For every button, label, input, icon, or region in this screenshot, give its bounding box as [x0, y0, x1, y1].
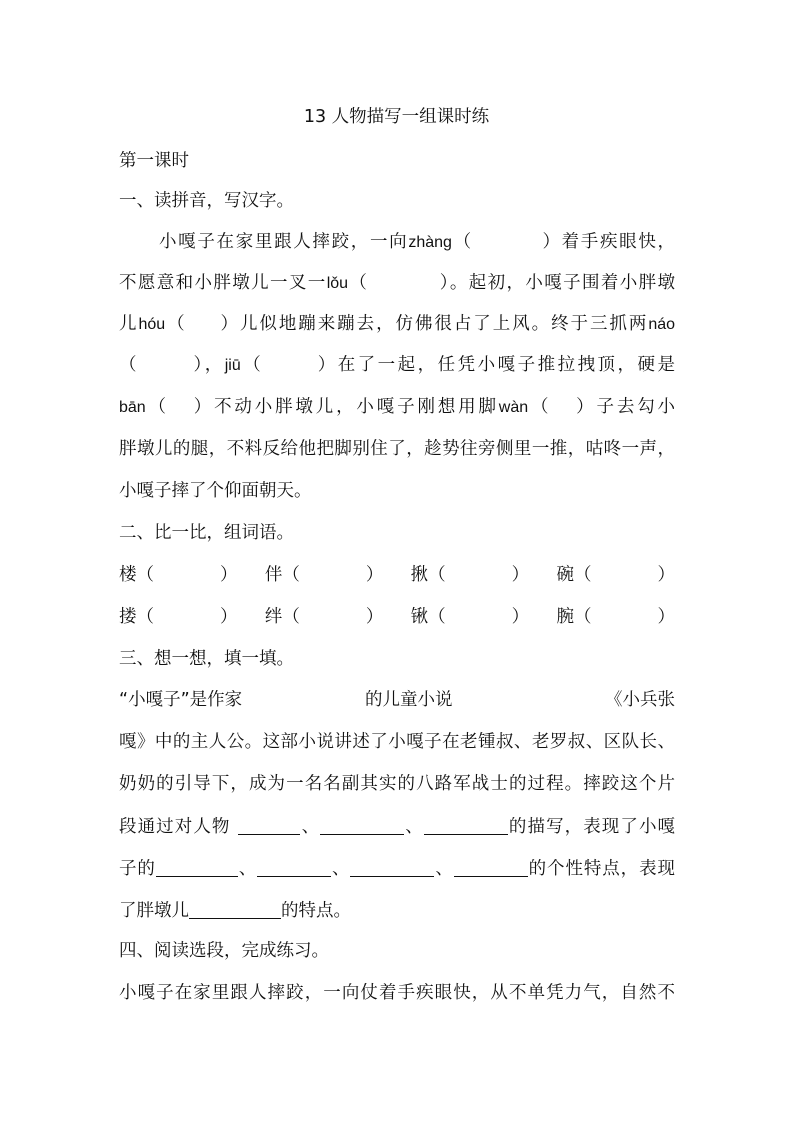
lesson-label: 第一课时: [119, 151, 189, 171]
fill-blank[interactable]: [189, 898, 281, 919]
bracket-close: ）: [365, 565, 384, 585]
text: 的儿童小说: [365, 690, 453, 710]
separator: 、: [300, 817, 321, 837]
char: 碗（: [556, 565, 592, 585]
bracket-close: ）: [657, 565, 675, 585]
separator: 、: [237, 859, 258, 879]
text: ）儿似地蹦来蹦去，仿佛很占了上风。终于三抓两: [218, 314, 649, 334]
bracket-open: （: [348, 273, 369, 293]
text: 小嘎子在家里跟人摔跤，一向: [159, 232, 409, 252]
text: 的个性特点，表现: [527, 859, 675, 879]
s3-line-5: [119, 856, 675, 881]
char: 揪（: [410, 565, 446, 585]
bracket-open: （: [451, 232, 473, 252]
compare-item: [556, 563, 675, 587]
pinyin-wan: wàn: [498, 399, 529, 416]
s4-line-1: 小嘎子在家里跟人摔跤，一向仗着手疾眼快，从不单凭力气，自然不: [119, 983, 675, 1003]
bracket-open: （: [119, 355, 139, 375]
text: ）在了一起，任凭小嘎子推拉拽顶，硬是: [315, 355, 676, 375]
text: 段通过对人物: [119, 817, 231, 837]
compare-item: [119, 563, 238, 587]
text: 的描写，表现了小嘎: [507, 817, 676, 837]
s3-line-3: 奶奶的引导下，成为一名名副其实的八路军战士的过程。摔跤这个片: [119, 774, 675, 794]
compare-item: [556, 605, 675, 629]
bracket-open: （: [165, 314, 187, 334]
s1-line-3: [119, 312, 675, 337]
fill-blank[interactable]: [156, 856, 238, 877]
char: 搂（: [119, 607, 154, 627]
compare-row-1: [119, 563, 675, 587]
compare-item: [119, 605, 238, 629]
text: 《小兵张: [605, 690, 675, 710]
compare-item: [265, 605, 384, 629]
bracket-close: ）: [657, 607, 675, 627]
page-title: 13 人物描写一组课时练: [303, 107, 490, 127]
compare-item: [411, 605, 530, 629]
fill-blank[interactable]: [257, 856, 331, 877]
pinyin-ban: bān: [119, 399, 146, 416]
text: ）子去勾小: [573, 397, 676, 417]
char: 锹（: [410, 607, 446, 627]
pinyin-zhang: zhàng: [408, 234, 452, 251]
fill-blank[interactable]: [238, 814, 300, 835]
fill-blank[interactable]: [350, 856, 434, 877]
text: ）着手疾眼快，: [540, 232, 676, 252]
text: ），: [191, 355, 225, 375]
char: 绊（: [264, 607, 300, 627]
section2-heading: 二、比一比，组词语。: [119, 523, 294, 543]
bracket-close: ）: [365, 607, 384, 627]
bracket-open: （: [528, 397, 552, 417]
bracket-close: ）: [511, 607, 530, 627]
bracket-open: （: [145, 397, 169, 417]
s3-line-2: 嘎》中的主人公。这部小说讲述了小嘎子在老锺叔、老罗叔、区队长、: [119, 732, 675, 752]
s1-line-1: [119, 230, 675, 255]
bracket-close: ）: [220, 607, 238, 627]
separator: 、: [331, 859, 351, 879]
text: 儿: [119, 314, 139, 334]
separator: 、: [404, 817, 424, 837]
section1-heading: 一、读拼音，写汉字。: [119, 191, 294, 211]
compare-row-2: [119, 605, 675, 629]
text: ）。起初，小嘎子围着小胖墩: [438, 273, 676, 293]
s1-line-4: [119, 353, 675, 378]
text: ）不动小胖墩儿，小嘎子刚想用脚: [190, 397, 499, 417]
bracket-close: ）: [511, 565, 530, 585]
s1-line-6: 胖墩儿的腿，不料反给他把脚别住了，趁势往旁侧里一推，咕咚一声，: [119, 439, 675, 459]
compare-item: [411, 563, 530, 587]
s3-line-6: [119, 898, 675, 923]
pinyin-lou: lǒu: [326, 275, 349, 292]
text: 子的: [119, 859, 156, 879]
char: 楼（: [119, 565, 154, 585]
s1-line-7: 小嘎子摔了个仰面朝天。: [119, 481, 312, 501]
fill-blank[interactable]: [424, 814, 508, 835]
separator: 、: [434, 859, 454, 879]
section3-heading: 三、想一想，填一填。: [119, 649, 294, 669]
text: 了胖墩儿: [119, 901, 189, 921]
compare-item: [265, 563, 384, 587]
s1-line-2: [119, 271, 675, 296]
bracket-open: （: [240, 355, 264, 375]
text: 不愿意和小胖墩儿一叉一: [119, 273, 327, 293]
section4-heading: 四、阅读选段，完成练习。: [119, 941, 329, 961]
fill-blank[interactable]: [320, 814, 404, 835]
text: 的特点。: [281, 901, 351, 921]
pinyin-nao: náo: [648, 316, 676, 333]
s1-line-5: [119, 395, 675, 420]
s3-line-4: [119, 814, 675, 839]
char: 腕（: [556, 607, 592, 627]
fill-blank[interactable]: [454, 856, 528, 877]
pinyin-jiu: jiū: [224, 357, 241, 374]
char: 伴（: [264, 565, 300, 585]
pinyin-hou: hóu: [138, 316, 166, 333]
bracket-close: ）: [220, 565, 238, 585]
text: “小嘎子”是作家: [119, 690, 243, 710]
